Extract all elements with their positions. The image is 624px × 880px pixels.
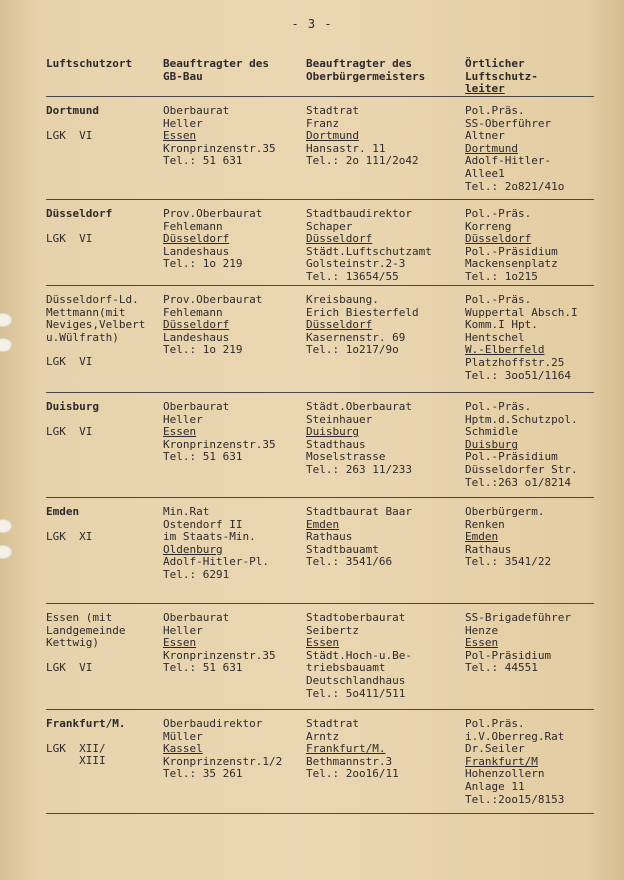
luftschutzleiter-contact-line: Adolf-Hitler- [465,154,552,168]
table-row [46,710,594,814]
gb-bau-contact-line: Düsseldorf [163,318,230,332]
gb-bau-contact-line: Adolf-Hitler-Pl. [163,555,269,569]
header-oberbuergermeister [306,58,465,96]
oberbuergermeister-contact-line: Rathaus [306,530,353,544]
location-name-line: Emden [46,505,80,518]
luftschutzleiter-contact-line: Tel.: 44551 [465,661,538,675]
luftschutzleiter-contact-cell [465,506,594,603]
location-name-line: Dortmund [46,104,99,117]
gb-bau-contact-line: Landeshaus [163,244,230,258]
luftschutzleiter-contact-cell [465,208,594,285]
gb-bau-contact-line: Heller [163,116,203,130]
gb-bau-contact-line: Kronprinzenstr.1/2 [163,754,283,768]
location-cell [46,506,163,603]
oberbuergermeister-contact-cell [306,208,465,285]
luftschutzleiter-contact-line: Tel.: 2o821/41o [465,179,565,193]
lgk-label: LGK VI [46,355,93,369]
location-name-line: Essen (mit [46,611,113,624]
gb-bau-contact-line: Kronprinzenstr.35 [163,141,276,155]
luftschutzleiter-contact-cell [465,294,594,392]
oberbuergermeister-contact-line: Stadthaus [306,437,366,451]
header-luftschutzort [46,58,163,96]
oberbuergermeister-contact-line: Moselstrasse [306,450,386,464]
oberbuergermeister-contact-line: Bethmannstr.3 [306,754,393,768]
luftschutzleiter-contact-line: Pol.-Präsidium [465,244,558,258]
luftschutzleiter-contact-line: Dortmund [465,141,518,155]
luftschutzleiter-contact-line: Düsseldorf [465,232,532,246]
gb-bau-contact-line: Essen [163,129,197,143]
header-luftschutzleiter-line: leiter [465,82,505,96]
gb-bau-contact-cell [163,612,306,709]
oberbuergermeister-contact-line: triebsbauamt [306,661,386,675]
oberbuergermeister-contact-line: Stadtbaurat Baar [306,505,412,518]
location-cell [46,612,163,709]
oberbuergermeister-contact-cell [306,718,465,813]
luftschutzleiter-contact-cell [465,612,594,709]
oberbuergermeister-contact-line: Schaper [306,219,353,233]
luftschutzleiter-contact-line: Essen [465,636,499,650]
luftschutzleiter-contact-line: Tel.: 3541/22 [465,555,552,569]
oberbuergermeister-contact-line: Städt.Hoch-u.Be- [306,648,412,662]
page-number: - 3 - [291,17,333,31]
luftschutzleiter-contact-line: Platzhoffstr.25 [465,355,565,369]
oberbuergermeister-contact-cell [306,401,465,497]
table-body [46,97,594,814]
luftschutzleiter-contact-line: Pol.-Präs. [465,207,532,220]
gb-bau-contact-line: Min.Rat [163,505,210,518]
luftschutzleiter-contact-line: Frankfurt/M [465,754,538,768]
table-row [46,97,594,200]
header-gb-bau [163,58,306,96]
table-row [46,393,594,498]
air-raid-protection-table [46,58,594,814]
location-name-line: Landgemeinde [46,623,126,637]
luftschutzleiter-contact-line: Henze [465,623,499,637]
gb-bau-contact-line: Prov.Oberbaurat [163,293,263,306]
oberbuergermeister-contact-line: Tel.: 2o 111/2o42 [306,154,419,168]
gb-bau-contact-line: Oldenburg [163,542,223,556]
oberbuergermeister-contact-line: Stadtbaudirektor [306,207,412,220]
luftschutzleiter-contact-line: Duisburg [465,437,518,451]
lgk-label: LGK XII/ XIII [46,741,106,768]
gb-bau-contact-cell [163,208,306,285]
gb-bau-contact-line: Tel.: 51 631 [163,450,243,464]
luftschutzleiter-contact-line: Oberbürgerm. [465,505,545,518]
location-name-line: Frankfurt/M. [46,717,126,730]
oberbuergermeister-contact-line: Städt.Luftschutzamt [306,244,432,258]
luftschutzleiter-contact-line: i.V.Oberreg.Rat [465,729,565,743]
oberbuergermeister-contact-line: Kasernenstr. 69 [306,330,406,344]
table-row [46,498,594,604]
gb-bau-contact-cell [163,294,306,392]
oberbuergermeister-contact-line: Kreisbaung. [306,293,379,306]
luftschutzleiter-contact-line: Mackensenplatz [465,257,558,271]
oberbuergermeister-contact-line: Franz [306,116,340,130]
table-header [46,58,594,97]
lgk-label: LGK VI [46,231,93,245]
oberbuergermeister-contact-line: Essen [306,636,340,650]
oberbuergermeister-contact-line: Tel.: 13654/55 [306,269,399,283]
oberbuergermeister-contact-cell [306,294,465,392]
luftschutzleiter-contact-line: Schmidle [465,425,518,439]
header-oberbuergermeister-line: Oberbürgermeisters [306,69,426,83]
oberbuergermeister-contact-line: Düsseldorf [306,318,373,332]
gb-bau-contact-line: Kronprinzenstr.35 [163,648,276,662]
luftschutzleiter-contact-line: SS-Brigadeführer [465,611,571,624]
gb-bau-contact-cell [163,401,306,497]
header-luftschutzleiter [465,58,594,96]
location-name-line: Duisburg [46,400,99,413]
gb-bau-contact-line: Landeshaus [163,330,230,344]
gb-bau-contact-line: Heller [163,623,203,637]
luftschutzleiter-contact-line: Korreng [465,219,512,233]
luftschutzleiter-contact-line: Renken [465,517,505,531]
table-row [46,200,594,286]
luftschutzleiter-contact-line: Pol-Präsidium [465,648,552,662]
gb-bau-contact-line: Oberbaurat [163,400,230,413]
oberbuergermeister-contact-line: Emden [306,517,340,531]
luftschutzleiter-contact-line: Pol.-Präs. [465,293,532,306]
location-cell [46,294,163,392]
gb-bau-contact-line: Tel.: 51 631 [163,154,243,168]
luftschutzleiter-contact-line: Pol.Präs. [465,104,525,117]
luftschutzleiter-contact-cell [465,105,594,199]
luftschutzleiter-contact-line: Allee1 [465,166,505,180]
gb-bau-contact-line: Prov.Oberbaurat [163,207,263,220]
oberbuergermeister-contact-line: Seibertz [306,623,359,637]
luftschutzleiter-contact-line: W.-Elberfeld [465,343,545,357]
gb-bau-contact-line: Tel.: 1o 219 [163,343,243,357]
gb-bau-contact-line: Fehlemann [163,305,223,319]
lgk-label: LGK VI [46,660,93,674]
location-name-line: Düsseldorf [46,207,113,220]
gb-bau-contact-line: Müller [163,729,203,743]
luftschutzleiter-contact-cell [465,401,594,497]
gb-bau-contact-line: Oberbaurat [163,611,230,624]
oberbuergermeister-contact-line: Tel.: 2oo16/11 [306,767,399,781]
oberbuergermeister-contact-line: Tel.: 1o217/9o [306,343,399,357]
oberbuergermeister-contact-line: Stadtrat [306,104,359,117]
gb-bau-contact-line: Tel.: 1o 219 [163,257,243,271]
gb-bau-contact-line: Heller [163,412,203,426]
gb-bau-contact-line: Oberbaurat [163,104,230,117]
luftschutzleiter-contact-line: Tel.: 3oo51/1164 [465,368,571,382]
oberbuergermeister-contact-line: Dortmund [306,129,359,143]
location-cell [46,401,163,497]
luftschutzleiter-contact-line: Tel.:263 o1/8214 [465,475,571,489]
gb-bau-contact-line: Düsseldorf [163,232,230,246]
location-name-line: Kettwig) [46,636,99,650]
oberbuergermeister-contact-line: Deutschlandhaus [306,673,406,687]
oberbuergermeister-contact-cell [306,506,465,603]
location-name-line: u.Wülfrath) [46,330,119,344]
header-luftschutzleiter-line: Luftschutz- [465,69,538,83]
oberbuergermeister-contact-line: Tel.: 3541/66 [306,555,393,569]
gb-bau-contact-line: Fehlemann [163,219,223,233]
oberbuergermeister-contact-line: Erich Biesterfeld [306,305,419,319]
table-row [46,604,594,710]
header-oberbuergermeister-line: Beauftragter des [306,57,412,70]
oberbuergermeister-contact-line: Düsseldorf [306,232,373,246]
oberbuergermeister-contact-line: Tel.: 263 11/233 [306,462,412,476]
gb-bau-contact-line: Tel.: 6291 [163,567,230,581]
luftschutzleiter-contact-line: Emden [465,530,499,544]
oberbuergermeister-contact-line: Tel.: 5o411/511 [306,686,406,700]
location-cell [46,208,163,285]
luftschutzleiter-contact-line: Hohenzollern [465,767,545,781]
location-name-line: Mettmann(mit [46,305,126,319]
luftschutzleiter-contact-line: Tel.: 1o215 [465,269,538,283]
location-cell [46,718,163,813]
oberbuergermeister-contact-line: Stadtbauamt [306,542,379,556]
lgk-label: LGK VI [46,128,93,142]
luftschutzleiter-contact-line: Dr.Seiler [465,742,525,756]
luftschutzleiter-contact-line: Pol.-Präs. [465,400,532,413]
gb-bau-contact-line: Essen [163,636,197,650]
oberbuergermeister-contact-line: Arntz [306,729,340,743]
luftschutzleiter-contact-line: Hptm.d.Schutzpol. [465,412,578,426]
header-gb-bau-line: GB-Bau [163,69,203,83]
header-gb-bau-line: Beauftragter des [163,57,269,70]
oberbuergermeister-contact-line: Steinhauer [306,412,373,426]
oberbuergermeister-contact-line: Städt.Oberbaurat [306,400,412,413]
luftschutzleiter-contact-line: Wuppertal Absch.I [465,305,578,319]
luftschutzleiter-contact-line: Altner [465,129,505,143]
gb-bau-contact-line: Oberbaudirektor [163,717,263,730]
location-name-line: Düsseldorf-Ld. [46,293,139,306]
luftschutzleiter-contact-line: Tel.:2oo15/8153 [465,792,565,806]
gb-bau-contact-line: Ostendorf II [163,517,243,531]
gb-bau-contact-line: im Staats-Min. [163,530,256,544]
header-luftschutzleiter-line: Örtlicher [465,57,525,70]
luftschutzleiter-contact-cell [465,718,594,813]
oberbuergermeister-contact-cell [306,105,465,199]
luftschutzleiter-contact-line: Komm.I Hpt. [465,318,538,332]
oberbuergermeister-contact-cell [306,612,465,709]
gb-bau-contact-line: Kronprinzenstr.35 [163,437,276,451]
gb-bau-contact-cell [163,506,306,603]
oberbuergermeister-contact-line: Duisburg [306,425,359,439]
luftschutzleiter-contact-line: Rathaus [465,542,512,556]
oberbuergermeister-contact-line: Golsteinstr.2-3 [306,257,406,271]
lgk-label: LGK XI [46,529,93,543]
luftschutzleiter-contact-line: SS-Oberführer [465,116,552,130]
luftschutzleiter-contact-line: Anlage 11 [465,779,525,793]
gb-bau-contact-cell [163,718,306,813]
location-name-line: Neviges,Velbert [46,318,146,332]
oberbuergermeister-contact-line: Frankfurt/M. [306,742,386,756]
header-luftschutzort-line: Luftschutzort [46,57,133,70]
gb-bau-contact-line: Tel.: 51 631 [163,661,243,675]
gb-bau-contact-line: Tel.: 35 261 [163,767,243,781]
oberbuergermeister-contact-line: Stadtoberbaurat [306,611,406,624]
gb-bau-contact-line: Kassel [163,742,203,756]
lgk-label: LGK VI [46,424,93,438]
table-row [46,286,594,393]
luftschutzleiter-contact-line: Hentschel [465,330,525,344]
luftschutzleiter-contact-line: Pol.Präs. [465,717,525,730]
oberbuergermeister-contact-line: Stadtrat [306,717,359,730]
luftschutzleiter-contact-line: Düsseldorfer Str. [465,462,578,476]
location-cell [46,105,163,199]
gb-bau-contact-cell [163,105,306,199]
gb-bau-contact-line: Essen [163,425,197,439]
luftschutzleiter-contact-line: Pol.-Präsidium [465,450,558,464]
oberbuergermeister-contact-line: Hansastr. 11 [306,141,386,155]
